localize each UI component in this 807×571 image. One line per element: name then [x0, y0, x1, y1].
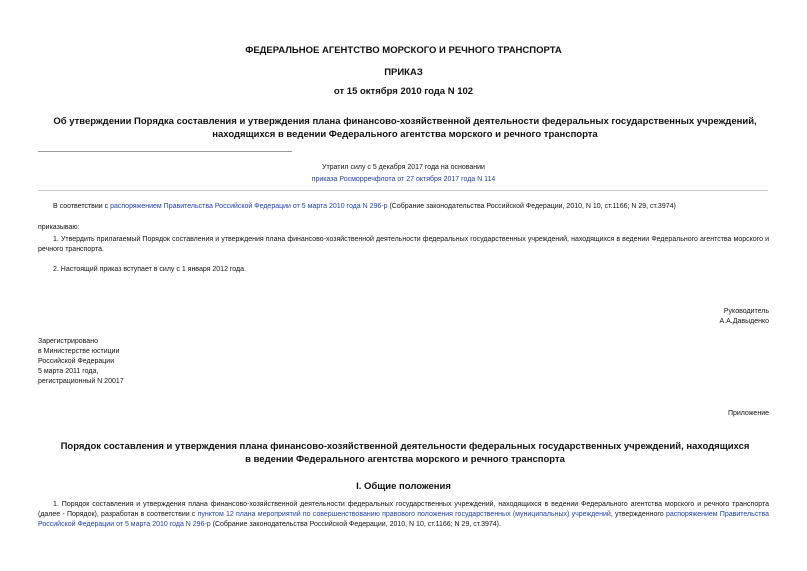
p1-link-decree[interactable]: распоряжением Правительства Российской Федерации от 5 марта 2010 года N 296-р	[38, 511, 770, 528]
section-title: I. Общие положения	[356, 481, 451, 492]
registration-line: Российской Федерации	[38, 358, 115, 365]
order-item-1: 1. Утвердить прилагаемый Порядок составления и утверждения плана финансово-хозяйственной деятельности федеральных государственных учреждений, находящихся в ведении Федерального агентства морского и речного транспорта.	[38, 236, 769, 253]
p1-text-a: 1. Порядок составления и утверждения плана финансово-хозяйственной деятельности федеральных государственных учреждений, находящихся в ведении Федерального агентства морского и речного транспорта (далее - Порядок), разработан в соответствии с	[38, 501, 769, 518]
order-word: приказываю:	[38, 224, 80, 231]
signature-name: А.А.Давыденко	[719, 318, 769, 325]
registration-line: регистрационный N 20017	[38, 378, 124, 385]
preamble-suffix: (Собрание законодательства Российской Федерации, 2010, N 10, ст.1166; N 29, ст.3974)	[387, 203, 676, 210]
status-link[interactable]: приказа Росморречфлота от 27 октября 2017 года N 114	[311, 176, 496, 183]
appendix-label: Приложение	[727, 410, 769, 417]
appendix-paragraph-1	[38, 500, 769, 530]
agency-heading: ФЕДЕРАЛЬНОЕ АГЕНТСТВО МОРСКОГО И РЕЧНОГО ТРАНСПОРТА	[245, 45, 562, 56]
preamble-link[interactable]: распоряжением Правительства Российской Федерации от 5 марта 2010 года N 296-р	[110, 203, 388, 210]
registration-line: 5 марта 2011 года,	[38, 368, 99, 375]
p1-link-plan[interactable]: пунктом 12 плана мероприятий по совершенствованию правового положения государственных (муниципальных) учреждений	[197, 511, 611, 518]
divider	[38, 151, 292, 152]
status-note: Утратил силу с 5 декабря 2017 года на основании	[322, 164, 485, 171]
divider	[38, 190, 768, 191]
registration-line: Зарегистрировано	[38, 338, 98, 345]
p1-text-c: (Собрание законодательства Российской Федерации, 2010, N 10, ст.1166; N 29, ст.3974).	[210, 521, 501, 528]
registration-line: в Министерстве юстиции	[38, 348, 120, 355]
registration-block	[38, 337, 124, 387]
doc-type-heading: ПРИКАЗ	[384, 67, 423, 78]
preamble	[53, 202, 773, 212]
p1-text-b: , утвержденного	[610, 511, 666, 518]
doc-title: Об утверждении Порядка составления и утверждения плана финансово-хозяйственной деятельности федеральных государственных учреждений, находящихся в ведении Федерального агентства морского и речного транспорта	[53, 116, 757, 140]
order-item-2: 2. Настоящий приказ вступает в силу с 1 января 2012 года.	[53, 266, 246, 273]
doc-date-number: от 15 октября 2010 года N 102	[333, 86, 474, 97]
preamble-prefix: В соответствии с	[53, 203, 111, 210]
appendix-title: Порядок составления и утверждения плана финансово-хозяйственной деятельности федеральных государственных учреждений, находящихся в ведении Федерального агентства морского и речного транспорта	[60, 441, 750, 465]
signature-role: Руководитель	[723, 308, 769, 315]
